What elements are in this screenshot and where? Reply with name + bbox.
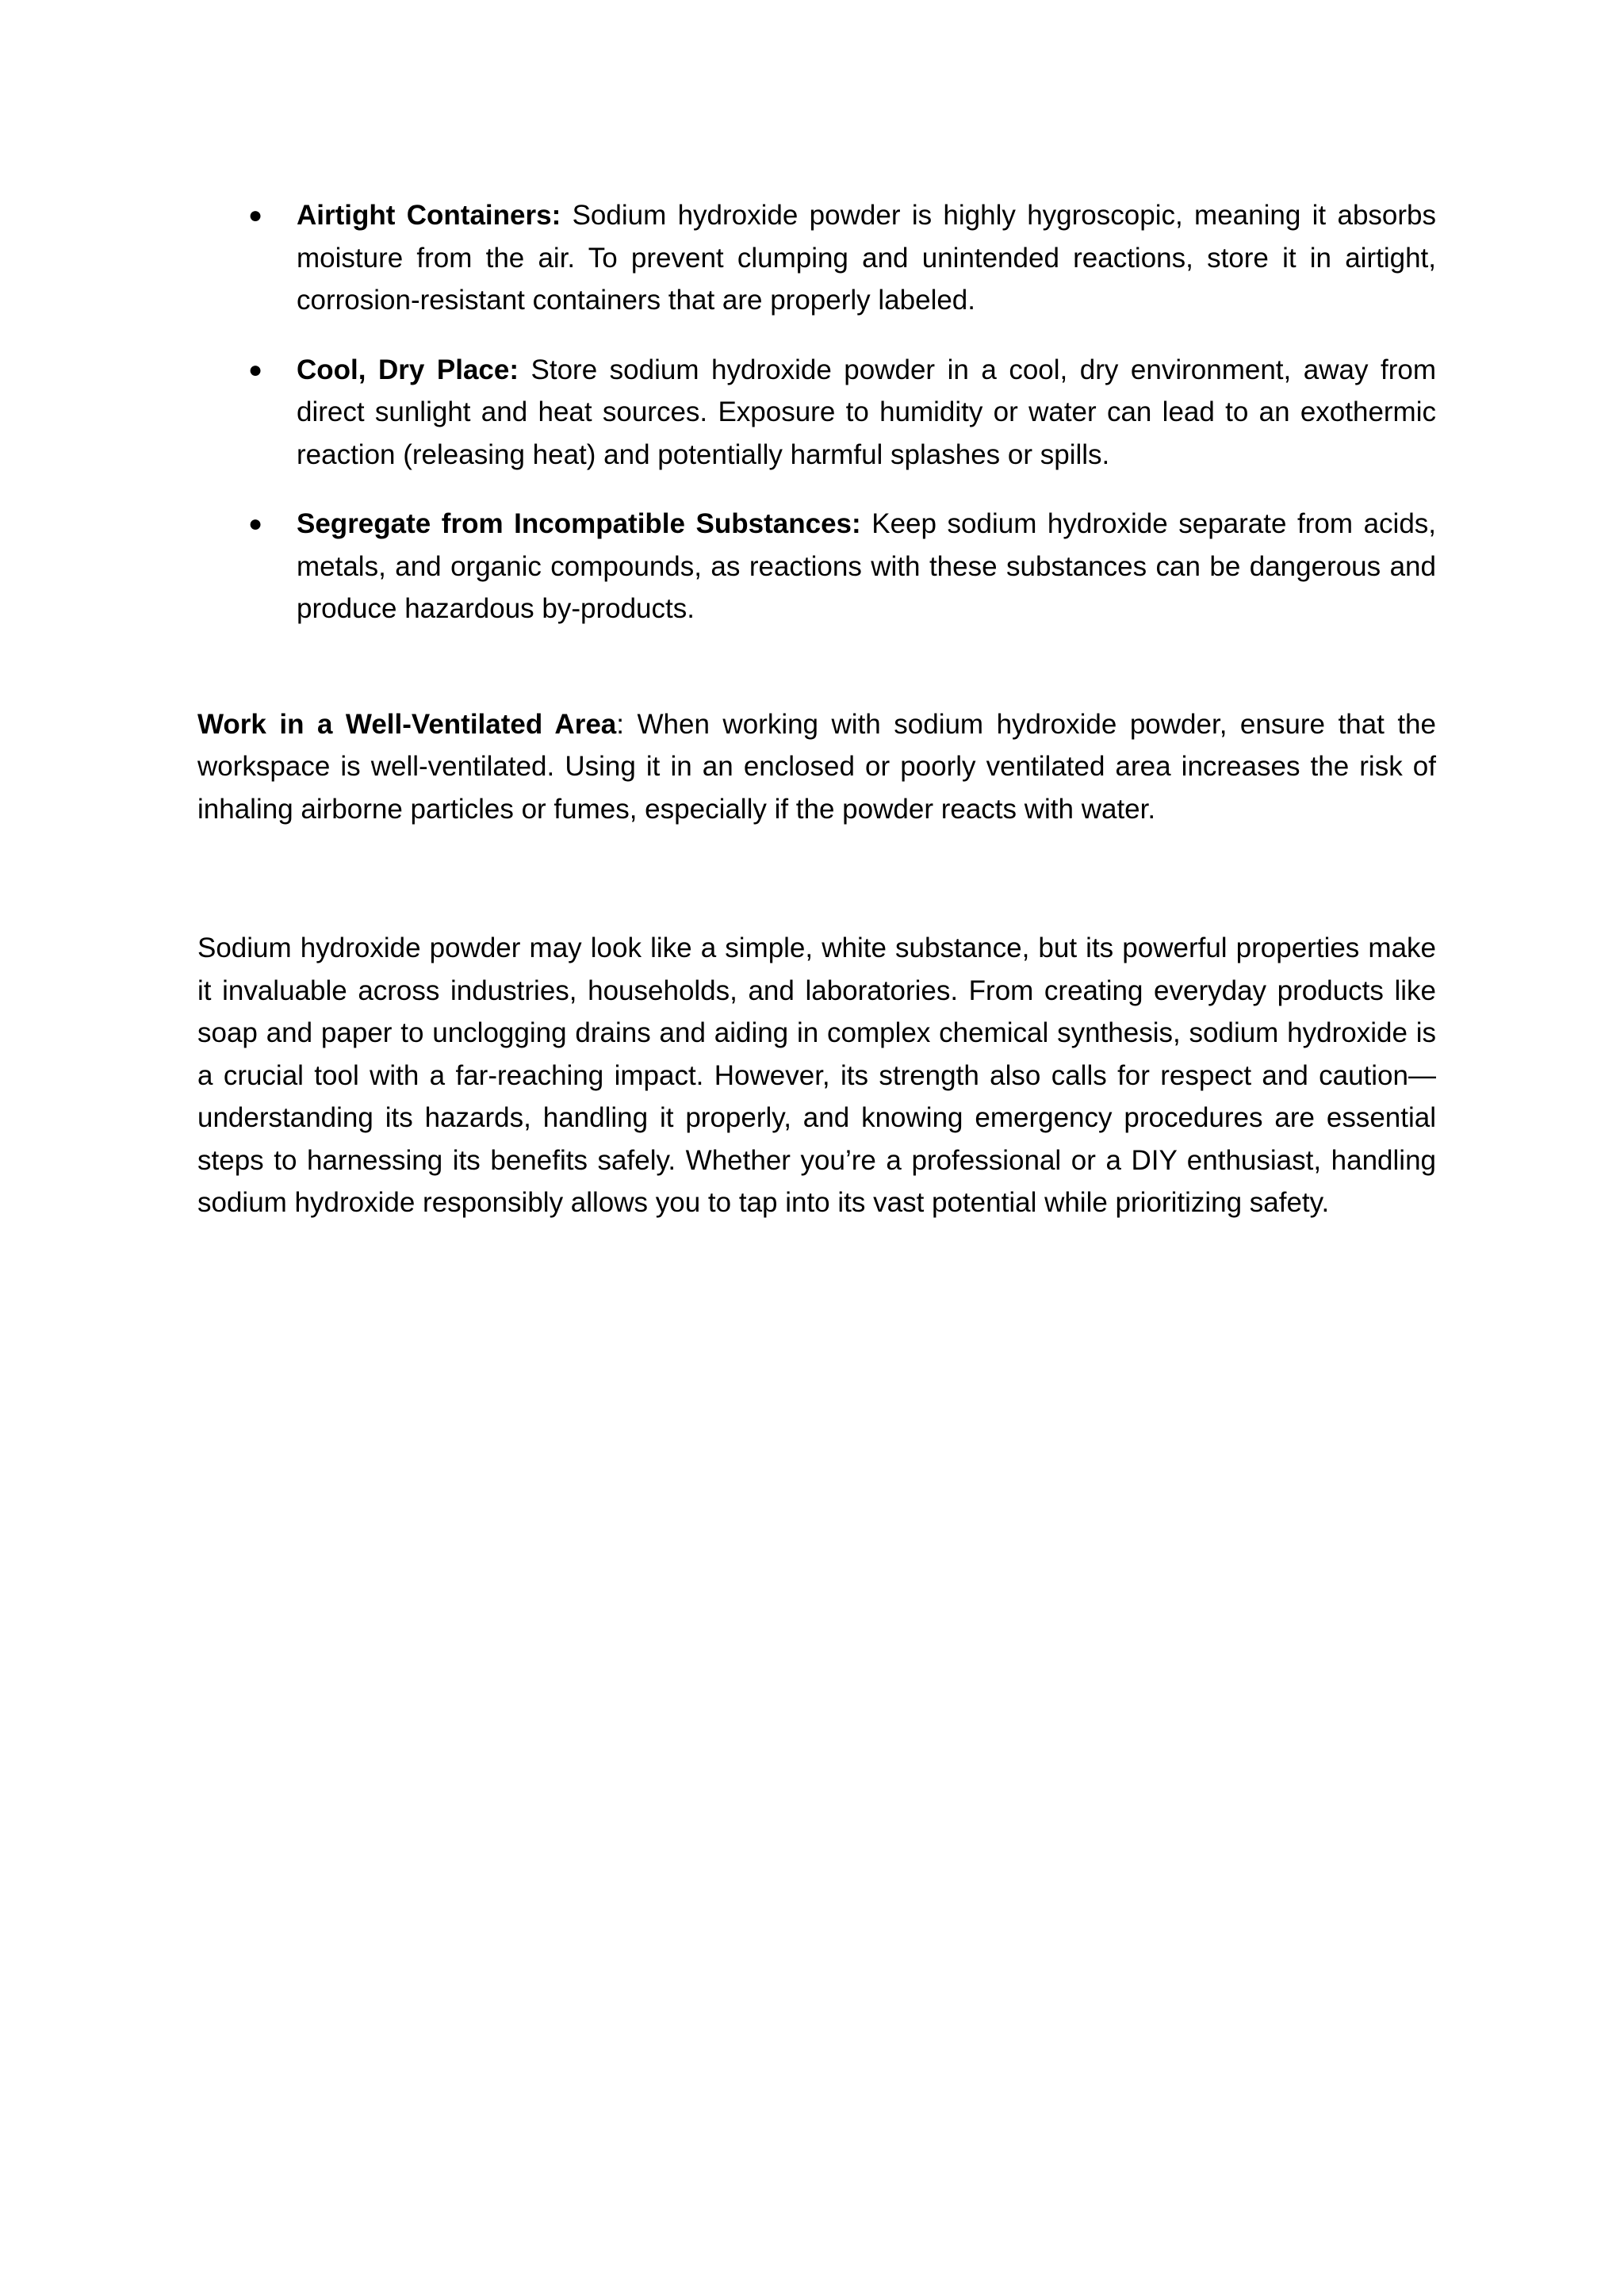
bullet-icon: ● bbox=[248, 202, 263, 228]
list-item bbox=[197, 349, 1436, 477]
ventilation-paragraph bbox=[197, 703, 1436, 831]
list-item-body: Store sodium hydroxide powder in a cool, dry environment, away from direct sunlight and heat sources. Exposure to humidity or water can lead to an exothermic reaction (releasing heat) and potentially harmful splashes or spills. bbox=[297, 354, 1436, 470]
list-item-lead: Segregate from Incompatible Substances: bbox=[297, 508, 861, 539]
ventilation-lead: Work in a Well-Ventilated Area bbox=[197, 708, 617, 740]
list-item-text bbox=[297, 349, 1436, 477]
bullet-icon: ● bbox=[248, 356, 263, 383]
list-item-text bbox=[297, 194, 1436, 322]
list-item-body: Keep sodium hydroxide separate from acids, metals, and organic compounds, as reactions with these substances can be dangerous and produce hazardous by-products. bbox=[297, 508, 1437, 624]
bullet-icon: ● bbox=[248, 511, 263, 537]
list-item-lead: Cool, Dry Place: bbox=[297, 354, 519, 385]
conclusion-paragraph: Sodium hydroxide powder may look like a simple, white substance, but its powerful properties make it invaluable across industries, households, and laboratories. From creating everyday products like soap and paper to unclogging drains and aiding in complex chemical synthesis, sodium hydroxide is a crucial tool with a far-reaching impact. However, its strength also calls for respect and caution—understanding its hazards, handling it properly, and knowing emergency procedures are essential steps to harnessing its benefits safely. Whether you’re a professional or a DIY enthusiast, handling sodium hydroxide responsibly allows you to tap into its vast potential while prioritizing safety. bbox=[197, 933, 1436, 1218]
document-body bbox=[197, 194, 1436, 1224]
list-item-body: Sodium hydroxide powder is highly hygroscopic, meaning it absorbs moisture from the air. To prevent clumping and unintended reactions, store it in airtight, corrosion-resistant containers that are properly labeled. bbox=[297, 200, 1436, 316]
list-item-text bbox=[297, 503, 1436, 630]
ventilation-body: : When working with sodium hydroxide powder, ensure that the workspace is well-ventilated. Using it in an enclosed or poorly ventilated area increases the risk of inhaling airborne particles or fumes, especially if the powder reacts with water. bbox=[197, 708, 1436, 825]
list-item-lead: Airtight Containers: bbox=[297, 200, 561, 231]
storage-tips-list bbox=[197, 194, 1436, 630]
list-item bbox=[197, 194, 1436, 322]
list-item bbox=[197, 503, 1436, 630]
